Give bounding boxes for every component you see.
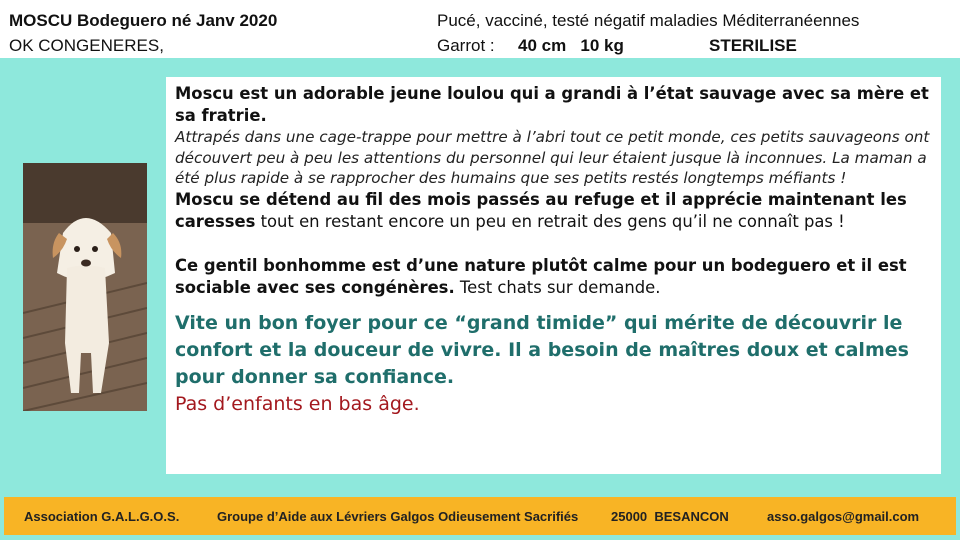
temperament-rest: Test chats sur demande. (454, 277, 661, 297)
progress-rest: tout en restant encore un peu en retrait des gens qu’il ne connaît pas ! (255, 211, 845, 231)
children-warning: Pas d’enfants en bas âge. (175, 392, 420, 415)
temperament-bold: Ce gentil bonhomme est d’une nature plutôt calme pour un bodeguero et il est sociable avec ses congénères. (175, 255, 907, 297)
garrot-values: 40 cm 10 kg (518, 36, 624, 55)
header-bar (0, 0, 960, 58)
footer-bar (4, 497, 956, 535)
capture-story: Attrapés dans une cage-trappe pour mettre à l’abri tout ce petit monde, ces petits sauvageons ont découvert peu à peu les attentions du personnel qui leur étaient jusque là inconnues. La maman a été plus rapide à se rapprocher des humains que ses petits restés longtemps méfiants ! (175, 128, 930, 187)
sterilise-label: STERILISE (709, 36, 797, 55)
description-text (175, 83, 935, 417)
association-full-name: Groupe d’Aide aux Lévriers Galgos Odieusement Sacrifiés (217, 509, 579, 524)
dog-name-breed: MOSCU Bodeguero né Janv 2020 (9, 11, 278, 30)
adoption-appeal: Vite un bon foyer pour ce “grand timide” qui mérite de découvrir le confort et la douceur de vivre. Il a besoin de maîtres doux et calmes pour donner sa confiance. (175, 311, 909, 388)
dog-photo (23, 163, 147, 411)
health-status: Pucé, vacciné, testé négatif maladies Méditerranéennes (437, 11, 860, 30)
progress-bold: Moscu se détend au fil des mois passés au refuge et il apprécie maintenant les caresses (175, 189, 907, 231)
association-email[interactable]: asso.galgos@gmail.com (767, 509, 920, 524)
intro-paragraph: Moscu est un adorable jeune loulou qui a grandi à l’état sauvage avec sa mère et sa fratrie. (175, 84, 929, 125)
compatibility-note: OK CONGENERES, (9, 36, 164, 55)
association-name: Association G.A.L.G.O.S. (24, 509, 180, 524)
temperament-paragraph (175, 255, 935, 299)
dog-illustration (23, 163, 147, 411)
association-city: 25000 BESANCON (611, 509, 729, 524)
progress-paragraph (175, 189, 935, 233)
garrot-label: Garrot : (437, 36, 495, 55)
